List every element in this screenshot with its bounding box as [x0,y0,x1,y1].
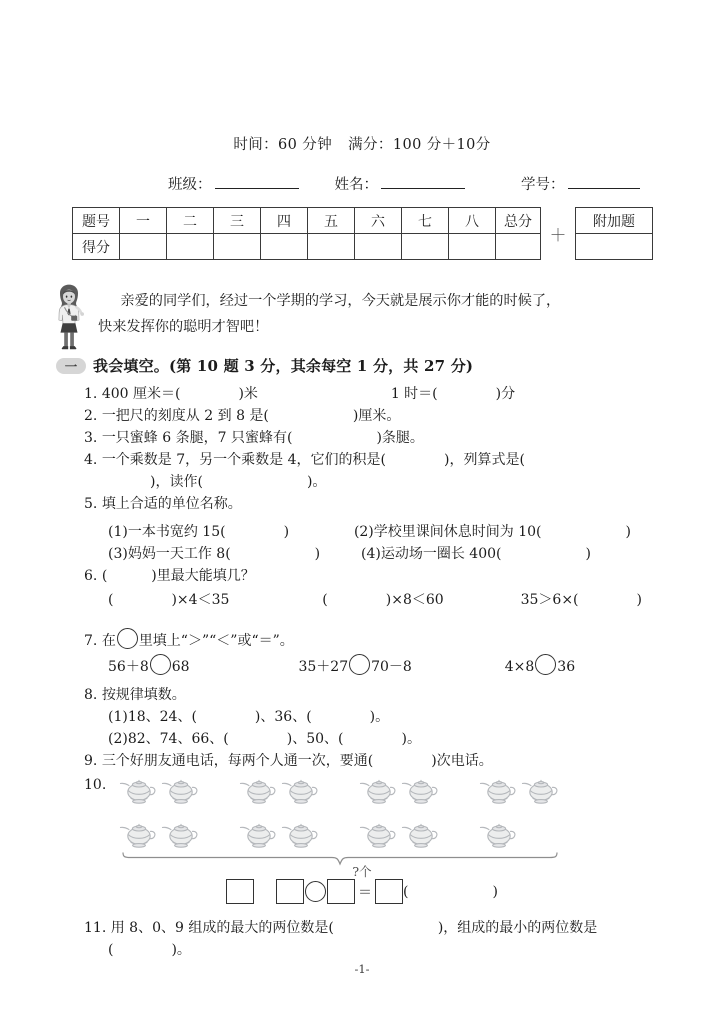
time-label: 时间： [233,137,279,153]
question-9-text-a: 三个好朋友通电话，每两个人通一次，要通( [101,753,374,769]
score-cell-total[interactable] [496,234,541,260]
score-cell-2[interactable] [167,234,214,260]
question-7-expr-2-right: 70－8 [371,659,412,675]
question-7-expr-3-right: 36 [557,659,576,675]
question-10-teapot-illustration [118,768,663,854]
question-6-number: 6. [84,568,98,584]
intro-line-1: 亲爱的同学们，经过一个学期的学习，今天就是展示你才能的时候了， [120,293,561,309]
question-1-right-text-a: 1 时＝( [390,386,438,402]
score-cell-1[interactable] [120,234,167,260]
score-col-5: 五 [308,208,355,234]
question-5-row-1 [108,521,631,543]
question-4-text-c: )，读作( [150,474,203,490]
question-5-title-text: 填上合适的单位名称。 [101,496,242,512]
question-7-circle-3[interactable] [535,654,556,675]
teapot-group [238,772,322,806]
question-8-row-2 [108,728,421,750]
question-7-title-text-a: 在 [101,633,116,649]
question-2 [84,405,400,427]
question-8-row-1 [108,706,389,728]
extra-label: 附加题 [576,208,653,234]
studentid-input-rule[interactable] [568,188,640,189]
score-table [72,207,541,260]
question-4-line-1 [84,449,525,471]
question-4-text-a: 一个乘数是 7，另一个乘数是 4，它们的积是( [101,452,386,468]
question-8-item-2-a: (2)82、74、66、( [108,731,229,747]
teapot-group [238,816,322,850]
plus-sign: ＋ [549,226,567,246]
question-7-expr-1-right: 68 [171,659,190,675]
teapot-icon [280,816,322,850]
question-6-expr-1-a: ( [108,592,114,608]
teapot-icon [478,772,520,806]
teapot-row-2 [118,812,663,854]
score-col-2: 二 [167,208,214,234]
teapot-group [358,816,442,850]
teapot-icon [400,816,442,850]
question-5-item-3-text-a: (3)妈妈一天工作 8( [108,546,231,562]
question-6-expr-3-b: ) [636,592,642,608]
question-10-operator-circle[interactable] [305,881,326,902]
teapot-icon [160,816,202,850]
score-col-4: 四 [261,208,308,234]
score-table-wrap [72,207,653,260]
question-11-text-b: )，组成的最小的两位数是 [437,920,598,936]
score-col-3: 三 [214,208,261,234]
question-1-number: 1. [84,386,98,402]
score-cell-4[interactable] [261,234,308,260]
question-10-brace-label: ?个 [352,864,372,879]
score-col-7: 七 [402,208,449,234]
teapot-group [478,816,520,850]
question-8-item-1-c: )。 [369,709,390,725]
question-1-left-text-b: )米 [238,386,258,402]
section-1-badge: 一 [56,358,86,374]
table-row-extra-score [576,234,653,260]
class-label: 班级： [168,177,212,193]
question-10-paren-open: ( [403,883,409,900]
studentid-label: 学号： [521,177,565,193]
time-value: 60 分钟 [278,137,333,153]
question-5-item-2-text-b: ) [625,524,631,540]
question-10-box-4[interactable] [375,879,403,904]
question-4-text-b: )，列算式是( [444,452,525,468]
question-8-number: 8. [84,687,98,703]
teapot-group [118,772,202,806]
question-7-number: 7. [84,633,98,649]
question-6-expr-2-b: )×8＜60 [385,592,444,608]
question-9-number: 9. [84,753,98,769]
question-8-title-text: 按规律填数。 [101,687,186,703]
question-10-box-1[interactable] [226,879,254,904]
teapot-row-1 [118,768,663,810]
question-11-text-c: ( [108,942,114,958]
question-7-expr-2-left: 35＋27 [298,659,349,675]
question-8-item-1-b: )、36、( [254,709,312,725]
studentid-field[interactable] [521,173,640,194]
class-input-rule[interactable] [215,188,299,189]
teapot-group [358,772,442,806]
question-3-number: 3. [84,430,98,446]
score-cell-3[interactable] [214,234,261,260]
question-5-title [84,493,242,515]
question-3 [84,427,424,449]
fullmark-label: 满分： [348,137,393,153]
question-2-text-a: 一把尺的刻度从 2 到 8 是( [101,408,269,424]
question-2-number: 2. [84,408,98,424]
fullmark-value: 100 分＋10分 [392,137,491,153]
question-10-answer-row [0,879,724,904]
question-5-item-1-text-b: ) [283,524,290,540]
question-1-right-text-b: )分 [495,386,516,402]
page-footer: -1- [354,962,370,976]
question-7-expressions [108,654,575,678]
question-2-text-b: )厘米。 [352,408,401,424]
question-10-paren-close: ) [492,883,498,900]
teapot-icon [400,772,442,806]
question-6-title [84,565,255,587]
question-8-title [84,684,186,706]
score-col-total: 总分 [496,208,541,234]
question-7-circle-1[interactable] [150,654,171,675]
question-11-line-2 [108,939,191,961]
teapot-group [118,816,202,850]
girl-student-illustration-icon [48,284,90,354]
question-11-text-d: )。 [171,942,191,958]
question-6-expr-3-a: 35＞6×( [520,592,579,608]
question-5-number: 5. [84,496,98,512]
teapot-icon [238,816,280,850]
exam-meta-line [0,133,724,154]
question-10-number: 10. [84,777,107,793]
score-row-label-score: 得分 [73,234,120,260]
teapot-icon [520,772,562,806]
question-5-item-1-text-a: (1)一本书宽约 15( [108,524,226,540]
question-5-item-3-text-b: ) [314,546,321,562]
question-7-title-text-b: 里填上“＞”“＜”或“＝”。 [138,633,294,649]
score-col-6: 六 [355,208,402,234]
question-5-row-2 [108,543,591,565]
score-row-label-title: 题号 [73,208,120,234]
table-row-extra-header [576,208,653,234]
question-6-expressions [108,589,642,611]
question-1 [84,383,515,405]
teapot-icon [358,772,400,806]
score-col-1: 一 [120,208,167,234]
teapot-icon [160,772,202,806]
question-8-item-2-b: )、50、( [286,731,344,747]
table-row-header [73,208,541,234]
question-11-text-a: 用 8、0、9 组成的最大的两位数是( [110,920,334,936]
extra-score-table [575,207,653,260]
question-3-text-b: )条腿。 [376,430,424,446]
question-7-expr-3-left: 4×8 [504,659,535,675]
question-10-number-wrap [84,774,106,796]
question-6-expr-2-a: ( [322,592,328,608]
score-cell-6[interactable] [355,234,402,260]
score-cell-8[interactable] [449,234,496,260]
score-cell-5[interactable] [308,234,355,260]
question-5-item-2-text-a: (2)学校里课间休息时间为 10( [353,524,542,540]
intro-block [48,288,678,354]
teapot-group [478,772,562,806]
question-6-expr-1-b: )×4＜35 [171,592,230,608]
teapot-icon [118,772,160,806]
question-10-box-3[interactable] [327,879,355,904]
question-7-circle-2[interactable] [349,654,370,675]
table-row-score [73,234,541,260]
teapot-icon [280,772,322,806]
score-col-8: 八 [449,208,496,234]
question-4-line-2 [150,471,326,493]
name-field[interactable] [335,173,466,194]
question-7-expr-1-left: 56＋8 [108,659,149,675]
question-5-item-4-text-b: ) [585,546,591,562]
question-7-title [84,628,294,652]
question-11-line-1 [84,917,597,939]
question-10-box-2[interactable] [276,879,304,904]
question-4-text-d: )。 [306,474,327,490]
question-1-left-text-a: 400 厘米＝( [101,386,181,402]
intro-line-2: 快来发挥你的聪明才智吧！ [98,319,269,335]
question-11-number: 11. [84,920,107,936]
question-4-number: 4. [84,452,98,468]
question-9-text-b: )次电话。 [431,753,493,769]
name-input-rule[interactable] [381,188,465,189]
class-field[interactable] [168,173,299,194]
section-1-label: 我会填空。(第 10 题 3 分，其余每空 1 分，共 27 分) [93,357,474,375]
question-7-title-circle[interactable] [117,628,138,649]
question-10-equals: ＝ [358,884,373,901]
question-6-title-text-b: )里最大能填几？ [151,568,255,584]
student-id-line [168,173,668,194]
question-5-item-4-text-a: (4)运动场一圈长 400( [361,546,502,562]
question-8-item-1-a: (1)18、24、( [108,709,197,725]
question-3-text-a: 一只蜜蜂 6 条腿，7 只蜜蜂有( [101,430,293,446]
question-6-title-text-a: ( [101,568,108,584]
name-label: 姓名： [334,177,378,193]
extra-score-cell[interactable] [576,234,653,260]
teapot-icon [238,772,280,806]
teapot-icon [358,816,400,850]
teapot-icon [118,816,160,850]
question-8-item-2-c: )。 [401,731,421,747]
teapot-icon [478,816,520,850]
score-cell-7[interactable] [402,234,449,260]
section-1-title [56,355,473,376]
